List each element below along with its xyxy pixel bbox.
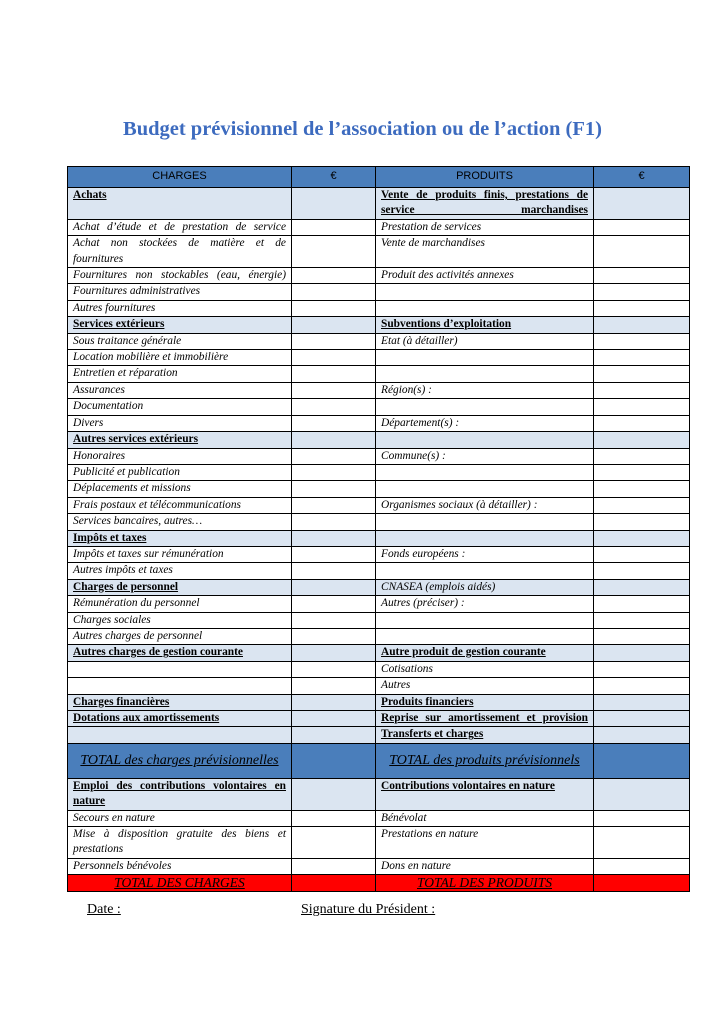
produits-label: Reprise sur amortissement et provision bbox=[376, 711, 594, 727]
produits-label bbox=[376, 300, 594, 316]
charges-label: TOTAL des charges prévisionnelles bbox=[68, 743, 292, 778]
charges-label: Autres impôts et taxes bbox=[68, 563, 292, 579]
produits-label: Fonds européens : bbox=[376, 546, 594, 562]
charges-amount-cell[interactable] bbox=[292, 778, 376, 810]
produits-label: Cotisations bbox=[376, 661, 594, 677]
charges-amount-cell[interactable] bbox=[292, 711, 376, 727]
charges-amount-cell[interactable] bbox=[292, 596, 376, 612]
produits-label: TOTAL des produits prévisionnels bbox=[376, 743, 594, 778]
table-row bbox=[68, 563, 690, 579]
charges-amount-cell[interactable] bbox=[292, 661, 376, 677]
produits-label bbox=[376, 432, 594, 448]
charges-amount-cell[interactable] bbox=[292, 382, 376, 398]
table-row bbox=[68, 546, 690, 562]
section-row bbox=[68, 694, 690, 710]
charges-amount-cell[interactable] bbox=[292, 448, 376, 464]
table-row bbox=[68, 382, 690, 398]
section-row bbox=[68, 188, 690, 220]
charges-amount-cell[interactable] bbox=[292, 514, 376, 530]
produits-amount-cell[interactable] bbox=[594, 317, 690, 333]
table-row bbox=[68, 399, 690, 415]
charges-label: Fournitures non stockables (eau, énergie) bbox=[68, 268, 292, 284]
table-header-row bbox=[68, 167, 690, 188]
charges-amount-cell[interactable] bbox=[292, 284, 376, 300]
produits-label bbox=[376, 399, 594, 415]
charges-amount-cell[interactable] bbox=[292, 481, 376, 497]
produits-amount-cell[interactable] bbox=[594, 366, 690, 382]
budget-table-body bbox=[68, 167, 690, 892]
charges-amount-cell[interactable] bbox=[292, 530, 376, 546]
charges-amount-cell[interactable] bbox=[292, 810, 376, 826]
charges-label: Sous traitance générale bbox=[68, 333, 292, 349]
produits-amount-cell[interactable] bbox=[594, 530, 690, 546]
produits-label bbox=[376, 628, 594, 644]
produits-amount-cell[interactable] bbox=[594, 727, 690, 743]
table-row bbox=[68, 268, 690, 284]
produits-label: Commune(s) : bbox=[376, 448, 594, 464]
table-row bbox=[68, 612, 690, 628]
produits-amount-cell[interactable] bbox=[594, 628, 690, 644]
table-row bbox=[68, 497, 690, 513]
section-row bbox=[68, 778, 690, 810]
section-row bbox=[68, 317, 690, 333]
charges-label: Achats bbox=[68, 188, 292, 220]
charges-label: Charges sociales bbox=[68, 612, 292, 628]
table-row bbox=[68, 514, 690, 530]
charges-label: Emploi des contributions volontaires en nature bbox=[68, 778, 292, 810]
produits-label: Vente de marchandises bbox=[376, 236, 594, 268]
table-row bbox=[68, 628, 690, 644]
charges-label: Impôts et taxes sur rémunération bbox=[68, 546, 292, 562]
produits-label bbox=[376, 563, 594, 579]
table-row bbox=[68, 448, 690, 464]
charges-amount-cell[interactable] bbox=[292, 858, 376, 874]
produits-label bbox=[376, 350, 594, 366]
charges-amount-cell[interactable] bbox=[292, 546, 376, 562]
section-row bbox=[68, 579, 690, 595]
charges-label: Publicité et publication bbox=[68, 464, 292, 480]
produits-label: Transferts et charges bbox=[376, 727, 594, 743]
produits-label bbox=[376, 530, 594, 546]
charges-amount-cell[interactable] bbox=[292, 727, 376, 743]
charges-label: Fournitures administratives bbox=[68, 284, 292, 300]
charges-amount-cell[interactable] bbox=[292, 236, 376, 268]
charges-amount-cell[interactable] bbox=[292, 678, 376, 694]
produits-amount-cell[interactable] bbox=[594, 448, 690, 464]
header-euro-produits: € bbox=[594, 167, 690, 188]
charges-label: Charges financières bbox=[68, 694, 292, 710]
produits-label: Produit des activités annexes bbox=[376, 268, 594, 284]
charges-label: Honoraires bbox=[68, 448, 292, 464]
charges-label: Entretien et réparation bbox=[68, 366, 292, 382]
charges-amount-cell[interactable] bbox=[292, 317, 376, 333]
charges-amount-cell[interactable] bbox=[292, 464, 376, 480]
produits-amount-cell[interactable] bbox=[594, 432, 690, 448]
produits-label: Vente de produits finis, prestations de service marchandises bbox=[376, 188, 594, 220]
produits-amount-cell[interactable] bbox=[594, 645, 690, 661]
charges-amount-cell[interactable] bbox=[292, 219, 376, 235]
table-row bbox=[68, 333, 690, 349]
charges-label: Rémunération du personnel bbox=[68, 596, 292, 612]
charges-amount-cell[interactable] bbox=[292, 333, 376, 349]
produits-label: Prestation de services bbox=[376, 219, 594, 235]
charges-label: Location mobilière et immobilière bbox=[68, 350, 292, 366]
produits-label: Subventions d’exploitation bbox=[376, 317, 594, 333]
charges-amount-cell[interactable] bbox=[292, 743, 376, 778]
table-row bbox=[68, 284, 690, 300]
charges-label: Divers bbox=[68, 415, 292, 431]
produits-amount-cell[interactable] bbox=[594, 268, 690, 284]
produits-label: Autre produit de gestion courante bbox=[376, 645, 594, 661]
charges-amount-cell[interactable] bbox=[292, 645, 376, 661]
produits-amount-cell[interactable] bbox=[594, 464, 690, 480]
document-title: Budget prévisionnel de l’association ou de l’action (F1) bbox=[123, 118, 602, 140]
charges-label: Services extérieurs bbox=[68, 317, 292, 333]
charges-label: Achat d’étude et de prestation de service bbox=[68, 219, 292, 235]
table-row bbox=[68, 596, 690, 612]
charges-amount-cell[interactable] bbox=[292, 432, 376, 448]
produits-amount-cell[interactable] bbox=[594, 596, 690, 612]
charges-label: Autres charges de gestion courante bbox=[68, 645, 292, 661]
produits-amount-cell[interactable] bbox=[594, 711, 690, 727]
produits-label: Dons en nature bbox=[376, 858, 594, 874]
produits-amount-cell[interactable] bbox=[594, 481, 690, 497]
charges-label: Personnels bénévoles bbox=[68, 858, 292, 874]
charges-label: TOTAL DES CHARGES bbox=[68, 875, 292, 892]
produits-amount-cell[interactable] bbox=[594, 778, 690, 810]
produits-amount-cell[interactable] bbox=[594, 497, 690, 513]
produits-label: Produits financiers bbox=[376, 694, 594, 710]
section-row bbox=[68, 711, 690, 727]
produits-amount-cell[interactable] bbox=[594, 415, 690, 431]
section-row bbox=[68, 530, 690, 546]
produits-label: Etat (à détailler) bbox=[376, 333, 594, 349]
produits-amount-cell[interactable] bbox=[594, 612, 690, 628]
charges-label: Achat non stockées de matière et de fournitures bbox=[68, 236, 292, 268]
produits-amount-cell[interactable] bbox=[594, 810, 690, 826]
charges-label bbox=[68, 661, 292, 677]
charges-label: Mise à disposition gratuite des biens et prestations bbox=[68, 827, 292, 859]
produits-label: Prestations en nature bbox=[376, 827, 594, 859]
produits-label: CNASEA (emplois aidés) bbox=[376, 579, 594, 595]
table-row bbox=[68, 481, 690, 497]
produits-label bbox=[376, 464, 594, 480]
charges-amount-cell[interactable] bbox=[292, 628, 376, 644]
produits-label: Bénévolat bbox=[376, 810, 594, 826]
charges-label: Assurances bbox=[68, 382, 292, 398]
section-row bbox=[68, 645, 690, 661]
charges-amount-cell[interactable] bbox=[292, 350, 376, 366]
produits-amount-cell[interactable] bbox=[594, 858, 690, 874]
produits-label bbox=[376, 284, 594, 300]
produits-label: Département(s) : bbox=[376, 415, 594, 431]
produits-label: Région(s) : bbox=[376, 382, 594, 398]
produits-amount-cell[interactable] bbox=[594, 333, 690, 349]
produits-amount-cell[interactable] bbox=[594, 284, 690, 300]
table-row bbox=[68, 350, 690, 366]
produits-amount-cell[interactable] bbox=[594, 827, 690, 859]
produits-amount-cell[interactable] bbox=[594, 514, 690, 530]
charges-label: Autres fournitures bbox=[68, 300, 292, 316]
charges-amount-cell[interactable] bbox=[292, 415, 376, 431]
produits-label bbox=[376, 514, 594, 530]
charges-label bbox=[68, 678, 292, 694]
section-row bbox=[68, 727, 690, 743]
produits-amount-cell[interactable] bbox=[594, 661, 690, 677]
charges-label bbox=[68, 727, 292, 743]
charges-amount-cell[interactable] bbox=[292, 875, 376, 892]
charges-label: Charges de personnel bbox=[68, 579, 292, 595]
produits-amount-cell[interactable] bbox=[594, 382, 690, 398]
produits-amount-cell[interactable] bbox=[594, 743, 690, 778]
table-row bbox=[68, 464, 690, 480]
table-row bbox=[68, 858, 690, 874]
charges-label: Services bancaires, autres… bbox=[68, 514, 292, 530]
table-row bbox=[68, 678, 690, 694]
header-euro-charges: € bbox=[292, 167, 376, 188]
produits-amount-cell[interactable] bbox=[594, 875, 690, 892]
table-row bbox=[68, 810, 690, 826]
produits-label: Organismes sociaux (à détailler) : bbox=[376, 497, 594, 513]
grand-total-row bbox=[68, 875, 690, 892]
section-row bbox=[68, 432, 690, 448]
produits-label bbox=[376, 481, 594, 497]
table-row bbox=[68, 366, 690, 382]
produits-amount-cell[interactable] bbox=[594, 399, 690, 415]
table-row bbox=[68, 219, 690, 235]
produits-amount-cell[interactable] bbox=[594, 350, 690, 366]
produits-label: Contributions volontaires en nature bbox=[376, 778, 594, 810]
header-produits: PRODUITS bbox=[376, 167, 594, 188]
charges-amount-cell[interactable] bbox=[292, 563, 376, 579]
produits-amount-cell[interactable] bbox=[594, 563, 690, 579]
produits-label: TOTAL DES PRODUITS bbox=[376, 875, 594, 892]
produits-label: Autres bbox=[376, 678, 594, 694]
table-row bbox=[68, 827, 690, 859]
charges-label: Documentation bbox=[68, 399, 292, 415]
produits-amount-cell[interactable] bbox=[594, 219, 690, 235]
produits-amount-cell[interactable] bbox=[594, 236, 690, 268]
charges-label: Autres charges de personnel bbox=[68, 628, 292, 644]
produits-amount-cell[interactable] bbox=[594, 694, 690, 710]
charges-amount-cell[interactable] bbox=[292, 366, 376, 382]
produits-label bbox=[376, 612, 594, 628]
produits-label bbox=[376, 366, 594, 382]
charges-amount-cell[interactable] bbox=[292, 497, 376, 513]
produits-amount-cell[interactable] bbox=[594, 188, 690, 220]
charges-amount-cell[interactable] bbox=[292, 694, 376, 710]
charges-label: Déplacements et missions bbox=[68, 481, 292, 497]
charges-label: Dotations aux amortissements bbox=[68, 711, 292, 727]
produits-amount-cell[interactable] bbox=[594, 300, 690, 316]
charges-label: Frais postaux et télécommunications bbox=[68, 497, 292, 513]
table-row bbox=[68, 661, 690, 677]
charges-amount-cell[interactable] bbox=[292, 300, 376, 316]
charges-amount-cell[interactable] bbox=[292, 268, 376, 284]
table-row bbox=[68, 300, 690, 316]
charges-label: Impôts et taxes bbox=[68, 530, 292, 546]
produits-label: Autres (préciser) : bbox=[376, 596, 594, 612]
charges-amount-cell[interactable] bbox=[292, 827, 376, 859]
charges-amount-cell[interactable] bbox=[292, 188, 376, 220]
header-charges: CHARGES bbox=[68, 167, 292, 188]
table-row bbox=[68, 415, 690, 431]
signature-label: Signature du Président : bbox=[301, 902, 436, 917]
charges-label: Autres services extérieurs bbox=[68, 432, 292, 448]
charges-label: Secours en nature bbox=[68, 810, 292, 826]
charges-amount-cell[interactable] bbox=[292, 399, 376, 415]
total-previsionnel-row bbox=[68, 743, 690, 778]
charges-amount-cell[interactable] bbox=[292, 612, 376, 628]
budget-table bbox=[67, 166, 690, 892]
table-row bbox=[68, 236, 690, 268]
charges-amount-cell[interactable] bbox=[292, 579, 376, 595]
produits-amount-cell[interactable] bbox=[594, 579, 690, 595]
produits-amount-cell[interactable] bbox=[594, 678, 690, 694]
date-label: Date : bbox=[87, 902, 121, 917]
produits-amount-cell[interactable] bbox=[594, 546, 690, 562]
